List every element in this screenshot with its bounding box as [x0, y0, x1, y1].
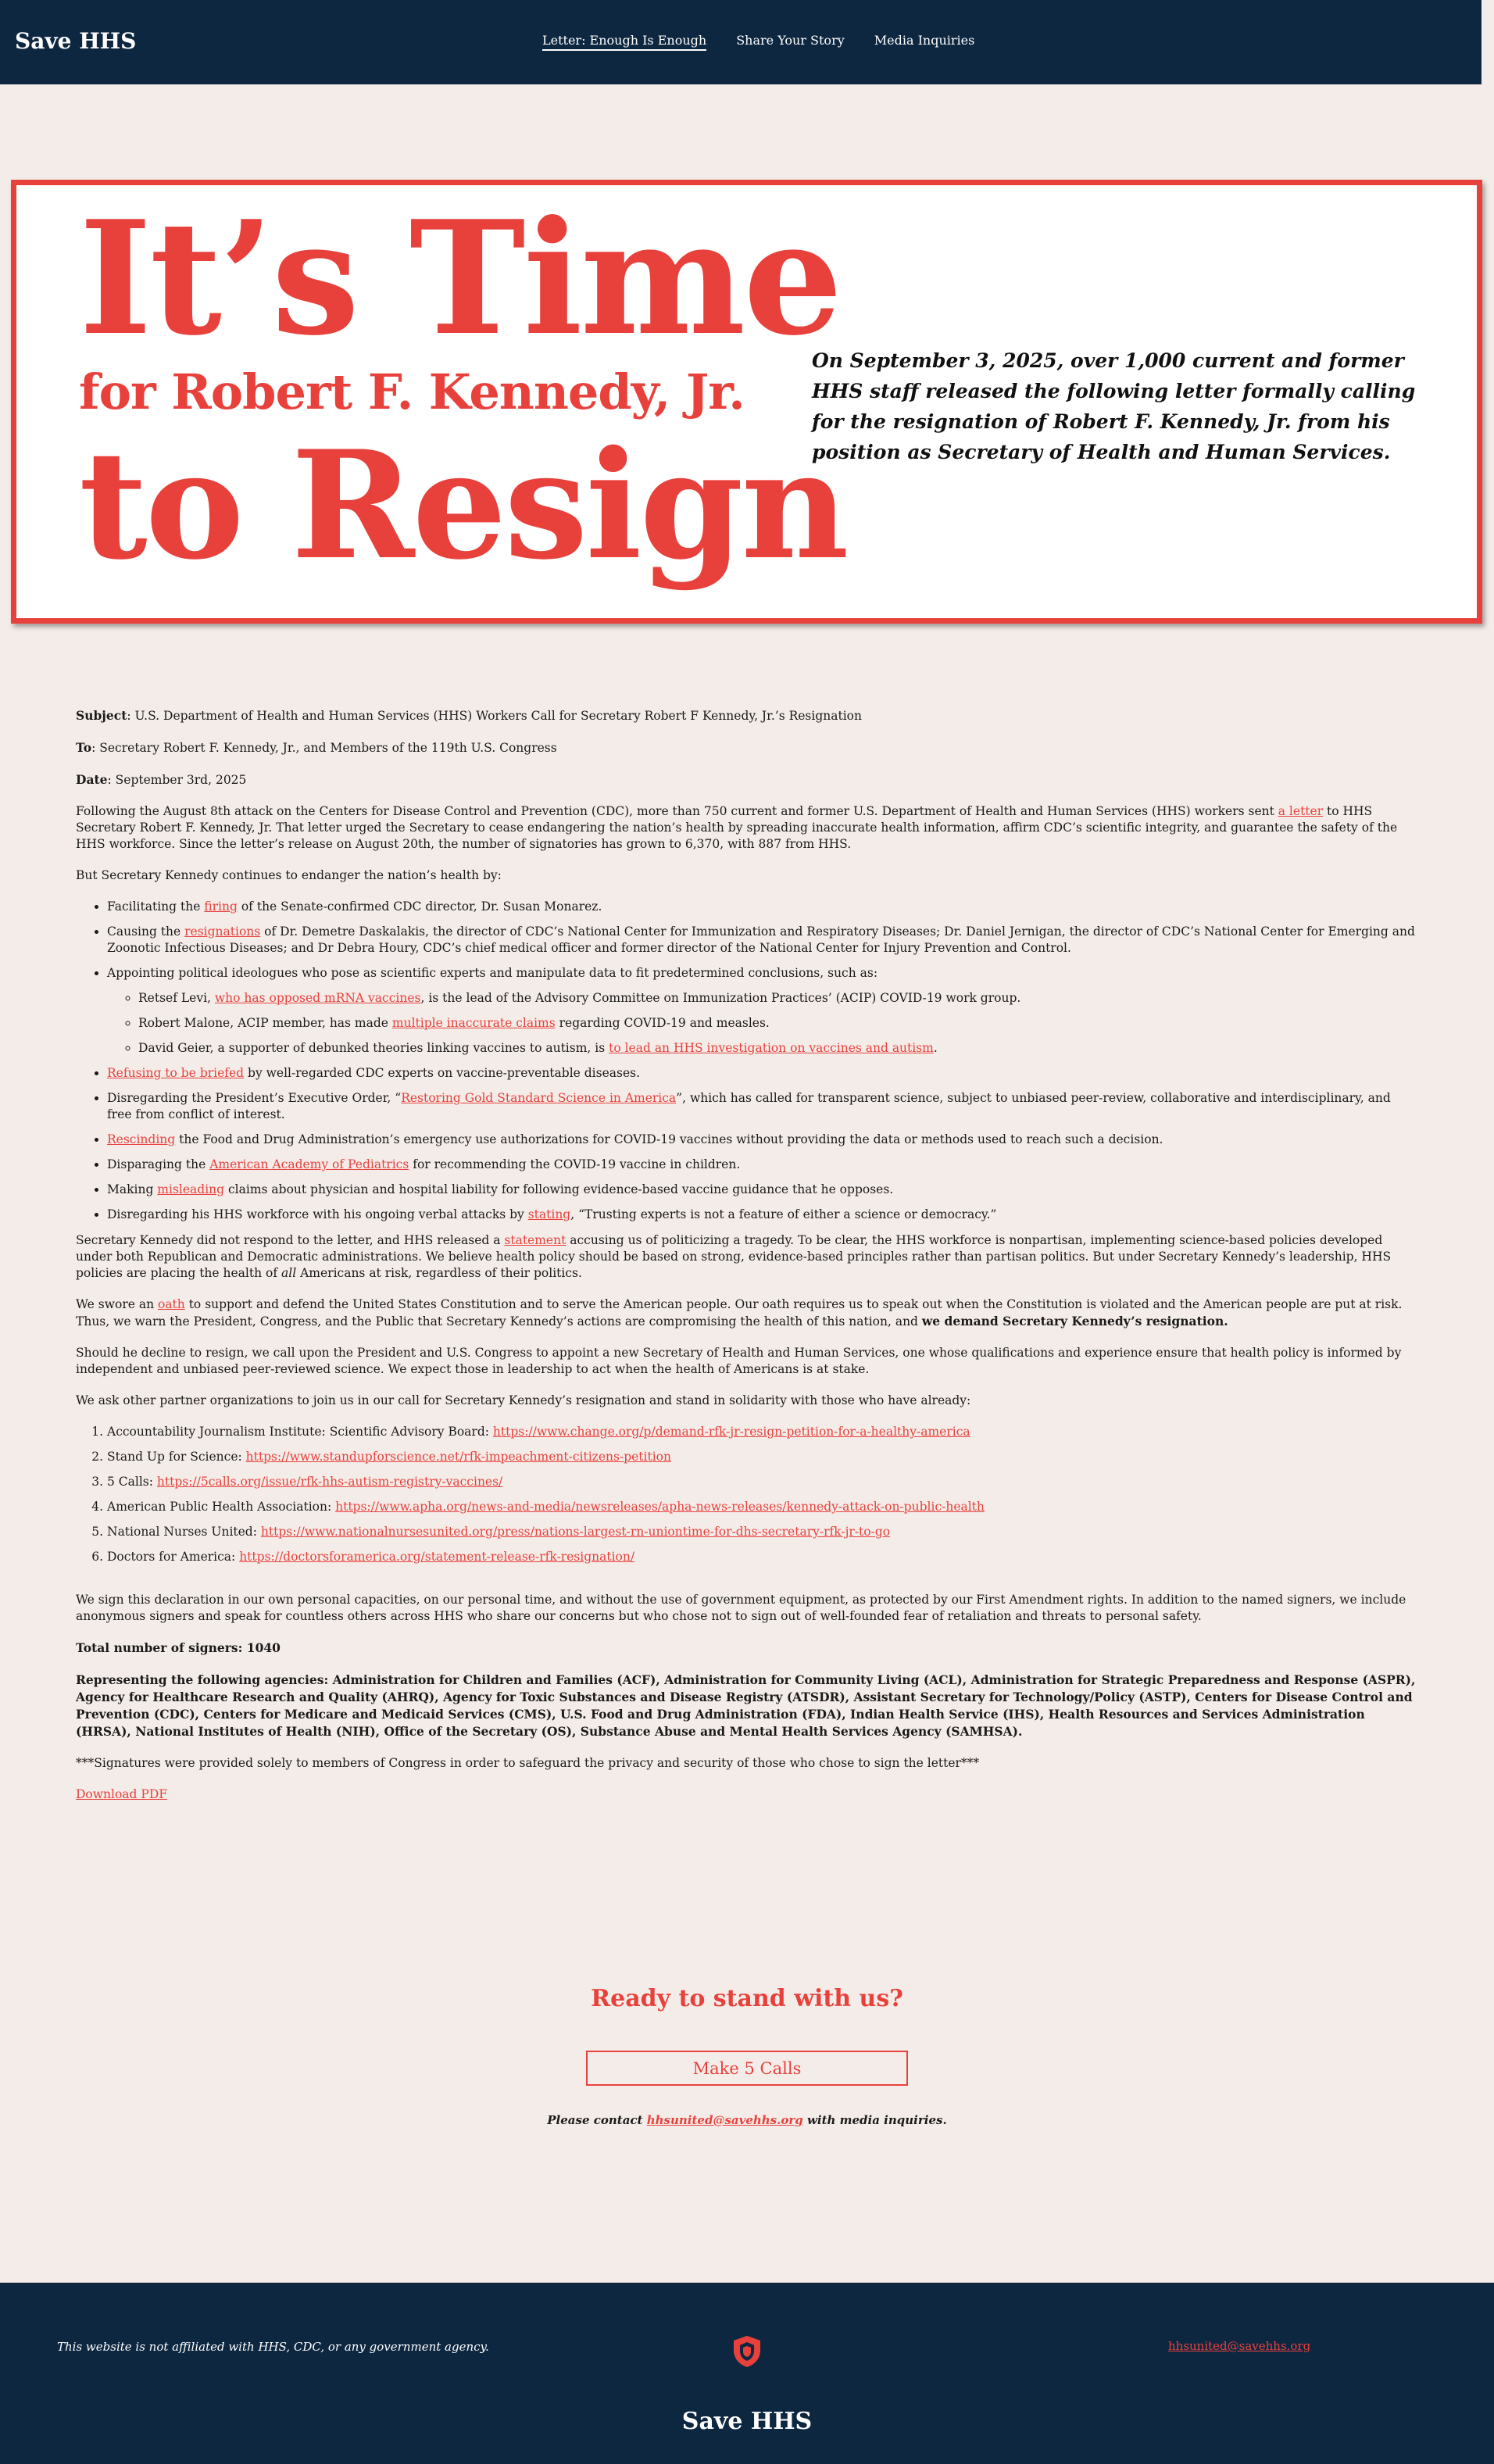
agencies-list [76, 1672, 1418, 1740]
link-hhs-investigation[interactable]: to lead an HHS investigation on vaccines and autism [609, 1041, 934, 1055]
list-item [107, 1090, 1418, 1123]
partner-org-item [107, 1549, 1418, 1565]
date-label: Date [76, 772, 108, 787]
total-signers [76, 1640, 1418, 1657]
partner-org-list [107, 1424, 1418, 1565]
text-span: Appointing political ideologues who pose as scientific experts and manipulate data to fit predetermined conclusions, such as: [107, 966, 878, 980]
emphasis-all: all [281, 1266, 297, 1280]
to-text: : Secretary Robert F. Kennedy, Jr., and Members of the 119th U.S. Congress [91, 741, 557, 755]
to-line [76, 739, 1418, 756]
link-refusing-briefed[interactable]: Refusing to be briefed [107, 1066, 245, 1080]
text-span: to HHS Secretary Robert F. Kennedy, Jr. That letter urged the Secretary to cease endangering the nation’s health by spreading inaccurate health information, affirm CDC’s scientific integrity, and guarantee the safety of the HHS workforce. Since the letter’s release on August 20th, the number of signatories has grown to 6,370, with 887 from HHS. [76, 804, 1398, 851]
agencies-text: Representing the following agencies: Administration for Children and Families (ACF), Administration for Community Living (ACL), Administration for Strategic Preparedness and Response (ASPR), Agency for Healthcare Research and Quality (AHRQ), Agency for Toxic Substances and Disease Registry (ATSDR), Assistant Secretary for Technology/Policy (ASTP), Centers for Disease Control and Prevention (CDC), Centers for Medicare and Medicaid Services (CMS), U.S. Food and Drug Administration (FDA), Indian Health Service (IHS), Health Resources and Services Administration (HRSA), National Institutes of Health (NIH), Office of the Secretary (OS), Substance Abuse and Mental Health Services Agency (SAMHSA). [76, 1672, 1416, 1739]
partner-org-item [107, 1449, 1418, 1465]
text-span: , is the lead of the Advisory Committee on Immunization Practices’ (ACIP) COVID-19 work group. [420, 991, 1021, 1005]
main-nav [542, 33, 974, 51]
list-item [107, 1065, 1418, 1082]
org-link[interactable]: https://doctorsforamerica.org/statement-release-rfk-resignation/ [239, 1550, 635, 1564]
text-span: . [933, 1041, 938, 1055]
link-stating[interactable]: stating [527, 1207, 571, 1221]
nav-letter-enough-is-enough[interactable]: Letter: Enough Is Enough [542, 33, 706, 51]
hero-title-line2: for Robert F. Kennedy, Jr. [79, 363, 745, 420]
list-item [107, 899, 1418, 915]
text-span: to support and defend the United States Constitution and to serve the American people. Our oath requires us to speak out when the Constitution is violated and the American people are put at risk. Thus, we warn the President, Congress, and the Public that Secretary Kennedy’s actions are compromising the health of this nation, and [76, 1297, 1403, 1329]
text-span: for recommending the COVID-19 vaccine in children. [409, 1157, 741, 1171]
text-span: with media inquiries. [802, 2113, 947, 2127]
sub-list [138, 990, 1418, 1057]
org-name: Doctors for America: [107, 1550, 240, 1564]
paragraph-oath [76, 1296, 1418, 1330]
org-name: Stand Up for Science: [107, 1450, 246, 1464]
list-item [107, 924, 1418, 957]
link-resignations[interactable]: resignations [184, 924, 261, 939]
subject-label: Subject [76, 708, 127, 723]
footer-disclaimer: This website is not affiliated with HHS, CDC, or any government agency. [57, 2340, 489, 2354]
nav-media-inquiries[interactable]: Media Inquiries [874, 33, 975, 48]
signatures-note: ***Signatures were provided solely to members of Congress in order to safeguard the privacy and security of those who chose to sign the letter*** [76, 1756, 980, 1770]
hero-banner [11, 180, 1482, 624]
text-span: claims about physician and hospital liability for following evidence-based vaccine guidance that he opposes. [224, 1182, 894, 1196]
text-span: of the Senate-confirmed CDC director, Dr. Susan Monarez. [237, 899, 602, 914]
link-opposed-mrna[interactable]: who has opposed mRNA vaccines [214, 991, 421, 1005]
date-text: : September 3rd, 2025 [107, 773, 247, 787]
footer-logo[interactable]: Save HHS [681, 2408, 813, 2435]
text-span: Secretary Kennedy did not respond to the letter, and HHS released a [76, 1233, 505, 1247]
paragraph-endanger: But Secretary Kennedy continues to endanger the nation’s health by: [76, 868, 502, 882]
partner-org-item [107, 1524, 1418, 1540]
org-link[interactable]: https://www.nationalnursesunited.org/press/nations-largest-rn-uniontime-for-dhs-secretary-rfk-jr-to-go [260, 1525, 891, 1539]
text-span: Disregarding his HHS workforce with his ongoing verbal attacks by [107, 1207, 528, 1221]
subject-text: : U.S. Department of Health and Human Services (HHS) Workers Call for Secretary Robert F Kennedy, Jr.’s Resignation [127, 709, 862, 723]
sub-list-item [138, 1040, 1418, 1057]
link-aap[interactable]: American Academy of Pediatrics [209, 1157, 409, 1171]
org-name: Accountability Journalism Institute: Scientific Advisory Board: [107, 1425, 493, 1439]
spacer [76, 1581, 1418, 1592]
list-item [107, 1207, 1418, 1223]
org-link[interactable]: https://www.standupforscience.net/rfk-impeachment-citizens-petition [245, 1450, 671, 1464]
text-span: We swore an [76, 1297, 158, 1311]
link-rescinding[interactable]: Rescinding [107, 1132, 176, 1146]
text-span: Causing the [107, 924, 185, 939]
grievance-list [107, 899, 1418, 1223]
text-span: ”, which has called for transparent science, subject to unbiased peer-review, collaborative and interdisciplinary, and free from conflict of interest. [107, 1091, 1391, 1121]
text-span: the Food and Drug Administration’s emergency use authorizations for COVID-19 vaccines without providing the data or methods used to reach such a decision. [175, 1132, 1163, 1146]
to-label: To [76, 740, 92, 755]
contact-email-link[interactable]: hhsunited@savehhs.org [646, 2113, 803, 2127]
download-line [76, 1786, 1418, 1803]
list-item [107, 965, 1418, 1057]
sub-list-item [138, 990, 1418, 1007]
hero-intro-text: On September 3, 2025, over 1,000 current and former HHS staff released the following letter formally calling for the resignation of Robert F. Kennedy, Jr. from his position as Secretary of Health and Human Services. [812, 349, 1416, 463]
paragraph-decline: Should he decline to resign, we call upon the President and U.S. Congress to appoint a new Secretary of Health and Human Services, one whose qualifications and experience ensure that health policy is informed by independent and unbiased peer-reviewed science. We expect those in leadership to act when the health of Americans is at stake. [76, 1346, 1402, 1376]
text-span: by well-regarded CDC experts on vaccine-preventable diseases. [244, 1066, 641, 1080]
make-5-calls-button[interactable]: Make 5 Calls [586, 2051, 908, 2086]
link-firing[interactable]: firing [204, 899, 238, 914]
date-line [76, 771, 1418, 789]
text-span: Americans at risk, regardless of their politics. [296, 1266, 582, 1280]
text-span: regarding COVID-19 and measles. [555, 1016, 770, 1030]
hero-title-line3: to Resign [79, 418, 847, 592]
text-span: of Dr. Demetre Daskalakis, the director of CDC’s National Center for Immunization and Respiratory Diseases; Dr. Daniel Jernigan, the director of CDC’s National Center for Emerging and Zoonotic Infectious Diseases; and Dr Debra Houry, CDC’s chief medical officer and former director of the National Center for Injury Prevention and Control. [107, 924, 1415, 955]
list-item [107, 1157, 1418, 1173]
cta-title: Ready to stand with us? [591, 1985, 903, 2012]
paragraph-partners: We ask other partner organizations to join us in our call for Secretary Kennedy’s resignation and stand in solidarity with those who have already: [76, 1393, 971, 1407]
text-span: Please contact [547, 2113, 647, 2127]
org-link[interactable]: https://5calls.org/issue/rfk-hhs-autism-registry-vaccines/ [156, 1475, 503, 1489]
link-oath[interactable]: oath [157, 1297, 185, 1311]
footer-email-link[interactable]: hhsunited@savehhs.org [1168, 2339, 1311, 2353]
link-misleading[interactable]: misleading [157, 1182, 225, 1196]
hero-title-line1: It’s Time [79, 187, 841, 370]
download-pdf-link[interactable]: Download PDF [76, 1787, 167, 1801]
link-statement[interactable]: statement [504, 1233, 567, 1247]
org-link[interactable]: https://www.apha.org/news-and-media/newsreleases/apha-news-releases/kennedy-attack-on-public-health [335, 1500, 985, 1514]
text-span: Disregarding the President’s Executive Order, “ [107, 1091, 402, 1105]
partner-org-item [107, 1474, 1418, 1490]
text-span: Disparaging the [107, 1157, 210, 1171]
hero-title [79, 187, 847, 592]
link-gold-standard-science[interactable]: Restoring Gold Standard Science in America [401, 1091, 677, 1105]
org-name: American Public Health Association: [107, 1500, 336, 1514]
site-footer [0, 2283, 1494, 2464]
link-a-letter[interactable]: a letter [1278, 804, 1324, 818]
text-span: Retsef Levi, [138, 991, 215, 1005]
org-name: National Nurses United: [107, 1525, 261, 1539]
media-contact [0, 2113, 1494, 2127]
demand-resignation-text: we demand Secretary Kennedy’s resignation. [921, 1314, 1228, 1329]
org-name: 5 Calls: [107, 1475, 157, 1489]
nav-share-your-story[interactable]: Share Your Story [736, 33, 845, 48]
text-span: Facilitating the [107, 899, 205, 914]
paragraph-intro [76, 803, 1418, 853]
partner-org-item [107, 1499, 1418, 1515]
partner-org-item [107, 1424, 1418, 1440]
shield-icon [731, 2334, 763, 2369]
subject-line [76, 707, 1418, 724]
total-signers-text: Total number of signers: 1040 [76, 1640, 281, 1655]
sub-list-item [138, 1015, 1418, 1032]
list-item [107, 1182, 1418, 1198]
site-logo[interactable]: Save HHS [15, 28, 137, 54]
text-span: David Geier, a supporter of debunked theories linking vaccines to autism, is [138, 1041, 609, 1055]
text-span: accusing us of politicizing a tragedy. To be clear, the HHS workforce is nonpartisan, implementing science-based policies developed under both Republican and Democratic administrations. We believe health policy should be based on strong, evidence-based principles rather than partisan politics. But under Secretary Kennedy’s leadership, HHS policies are placing the health of [76, 1233, 1392, 1280]
text-span: , “Trusting experts is not a feature of either a science or democracy.” [570, 1207, 997, 1221]
paragraph-response [76, 1232, 1418, 1282]
letter-body [76, 707, 1418, 1818]
text-span: Following the August 8th attack on the Centers for Disease Control and Prevention (CDC), more than 750 current and former U.S. Department of Health and Human Services (HHS) workers sent [76, 804, 1278, 818]
text-span: Robert Malone, ACIP member, has made [138, 1016, 392, 1030]
paragraph-declaration: We sign this declaration in our own personal capacities, on our personal time, and without the use of government equipment, as protected by our First Amendment rights. In addition to the named signers, we include anonymous signers and speak for countless others across HHS who share our concerns but who chose not to sign out of well-founded fear of retaliation and threats to personal safety. [76, 1593, 1406, 1623]
text-span: Making [107, 1182, 158, 1196]
link-inaccurate-claims[interactable]: multiple inaccurate claims [391, 1016, 556, 1030]
top-navigation-bar [0, 0, 1481, 84]
list-item [107, 1132, 1418, 1148]
org-link[interactable]: https://www.change.org/p/demand-rfk-jr-resign-petition-for-a-healthy-america [492, 1425, 970, 1439]
